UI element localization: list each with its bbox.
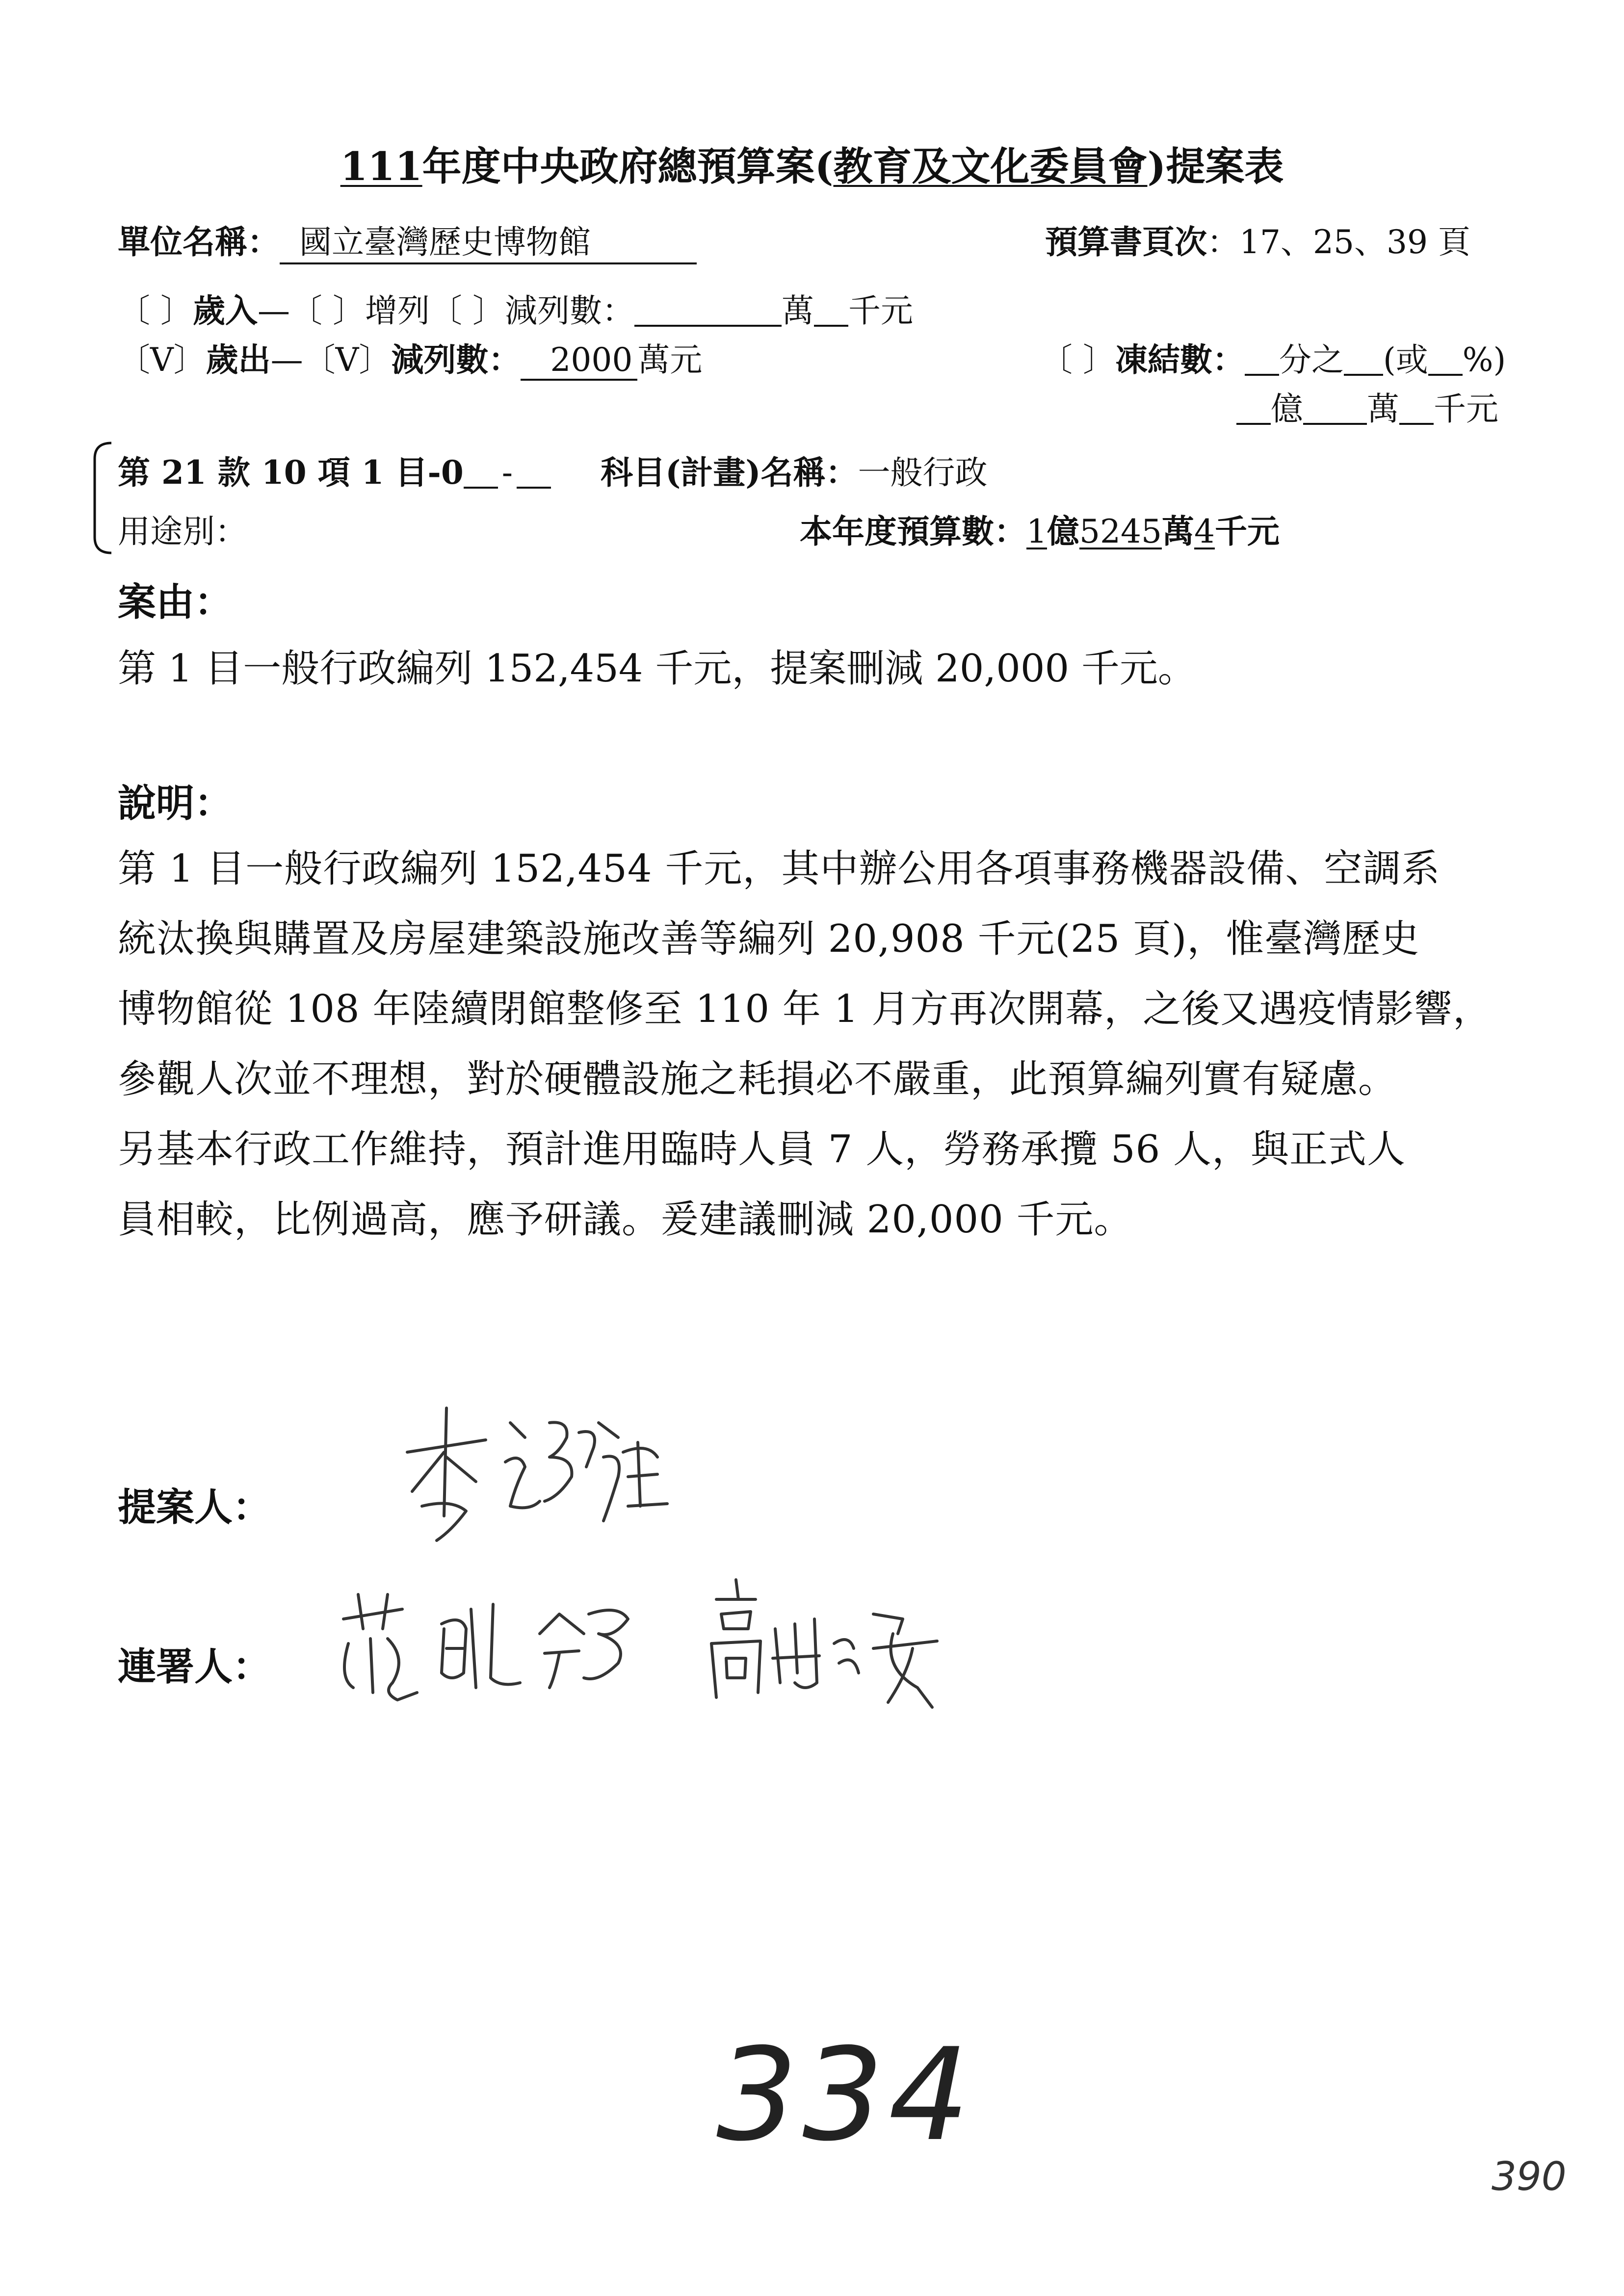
annual-budget-yi: 億: [1047, 512, 1079, 550]
title-text-a: 年度中央政府總預算案(: [422, 143, 834, 189]
reason-text: 第 1 目一般行政編列 152,454 千元，提案刪減 20,000 千元。: [118, 647, 1196, 691]
revenue-cut-label: 減列數：: [504, 292, 634, 330]
expenditure-dash: —: [270, 341, 303, 379]
freeze-amount-row: [1236, 383, 1498, 429]
item-blank-1: [464, 454, 498, 489]
subject-value: 一般行政: [858, 454, 988, 492]
freeze-num-blank: [1245, 341, 1279, 376]
expenditure-cut-check: 〔V〕: [303, 341, 392, 379]
freeze-qian: 千元: [1434, 390, 1498, 428]
annual-budget-wan-value: 5245: [1079, 513, 1162, 550]
annual-budget-wan: 萬: [1161, 512, 1194, 550]
expenditure-check: 〔V〕: [118, 341, 206, 379]
budget-pages-value: ：17、25、39 頁: [1207, 223, 1470, 261]
revenue-row: [118, 285, 913, 331]
item-sep: -: [501, 454, 513, 492]
annual-budget-label: 本年度預算數：: [800, 512, 1026, 550]
freeze-fen-zhi: 分之: [1279, 341, 1344, 379]
proposer-signature: [393, 1393, 697, 1555]
explanation-line: 博物館從 108 年陸續閉館整修至 110 年 1 月方再次開幕，之後又遇疫情影響，: [118, 987, 1492, 1031]
revenue-unit-wan: 萬: [781, 292, 814, 330]
freeze-qian-blank: [1399, 391, 1434, 425]
expenditure-unit: 萬元: [637, 341, 703, 379]
cosigner-signatures: [324, 1560, 1060, 1722]
expenditure-amount: 2000: [521, 341, 637, 381]
freeze-pct: %): [1462, 341, 1506, 379]
explanation-line: 員相較，比例過高，應予研議。爰建議刪減 20,000 千元。: [118, 1198, 1133, 1242]
unit-row: [118, 216, 697, 264]
budget-pages-label: 預算書頁次: [1045, 223, 1207, 261]
freeze-row: [1040, 334, 1506, 380]
freeze-wan-blank: [1303, 391, 1367, 425]
item-bracket: [86, 439, 115, 557]
revenue-add-check: 〔 〕: [289, 292, 365, 330]
revenue-wan-blank: [634, 292, 782, 327]
annual-budget-qian-value: 4: [1194, 513, 1215, 550]
expenditure-cut-label: 減列數：: [391, 340, 521, 379]
purpose-row: [118, 505, 247, 552]
title-committee: 教育及文化委員會: [833, 143, 1148, 189]
handwritten-page-number: 334: [716, 2021, 975, 2169]
annual-budget-yi-value: 1: [1026, 513, 1047, 550]
cosigner-label: 連署人：: [118, 1644, 271, 1689]
revenue-add-label: 增列: [365, 292, 430, 330]
title-year: 111: [340, 143, 422, 189]
item-row: [118, 446, 988, 493]
freeze-label: 凍結數：: [1115, 340, 1245, 379]
item-kuan-xiang-mu: 第 21 款 10 項 1 目-0: [118, 453, 464, 492]
freeze-den-blank: [1344, 341, 1383, 376]
freeze-wan: 萬: [1367, 390, 1399, 428]
freeze-huo: (或: [1383, 341, 1428, 379]
explanation-body: [118, 834, 1545, 1255]
freeze-check: 〔 〕: [1040, 341, 1115, 379]
explanation-line: 參觀人次並不理想，對於硬體設施之耗損必不嚴重，此預算編列實有疑慮。: [118, 1057, 1397, 1101]
annual-budget-qian: 千元: [1214, 512, 1280, 550]
annual-budget-row: [800, 505, 1280, 552]
explanation-line: 第 1 目一般行政編列 152,454 千元，其中辦公用各項事務機器設備、空調系: [118, 847, 1441, 891]
revenue-dash: —: [257, 292, 290, 330]
freeze-yi: 億: [1271, 390, 1303, 428]
title-text-b: )提案表: [1147, 143, 1284, 189]
corner-number: 390: [1492, 2154, 1567, 2199]
reason-heading: 案由：: [118, 580, 233, 625]
expenditure-label: 歲出: [206, 340, 271, 379]
unit-value: 國立臺灣歷史博物館: [280, 216, 697, 264]
proposer-label: 提案人：: [118, 1485, 271, 1530]
revenue-unit-qian: 千元: [848, 292, 913, 330]
unit-label: 單位名稱：: [118, 223, 280, 261]
freeze-pct-blank: [1428, 341, 1463, 376]
explanation-heading: 說明：: [118, 781, 233, 826]
explanation-line: 另基本行政工作維持，預計進用臨時人員 7 人，勞務承攬 56 人，與正式人: [118, 1127, 1406, 1172]
explanation-line: 統汰換與購置及房屋建築設施改善等編列 20,908 千元(25 頁)，惟臺灣歷史: [118, 917, 1420, 961]
revenue-check: 〔 〕: [118, 292, 193, 330]
budget-pages-row: [1045, 216, 1470, 262]
freeze-yi-blank: [1236, 391, 1271, 425]
form-title: [0, 135, 1624, 191]
expenditure-row: [118, 334, 702, 381]
subject-label: 科目(計畫)名稱：: [601, 453, 858, 492]
purpose-label: 用途別：: [118, 513, 247, 550]
item-blank-2: [517, 454, 551, 489]
revenue-cut-check: 〔 〕: [429, 292, 505, 330]
revenue-qian-blank: [814, 292, 848, 327]
revenue-label: 歲入: [192, 291, 258, 330]
